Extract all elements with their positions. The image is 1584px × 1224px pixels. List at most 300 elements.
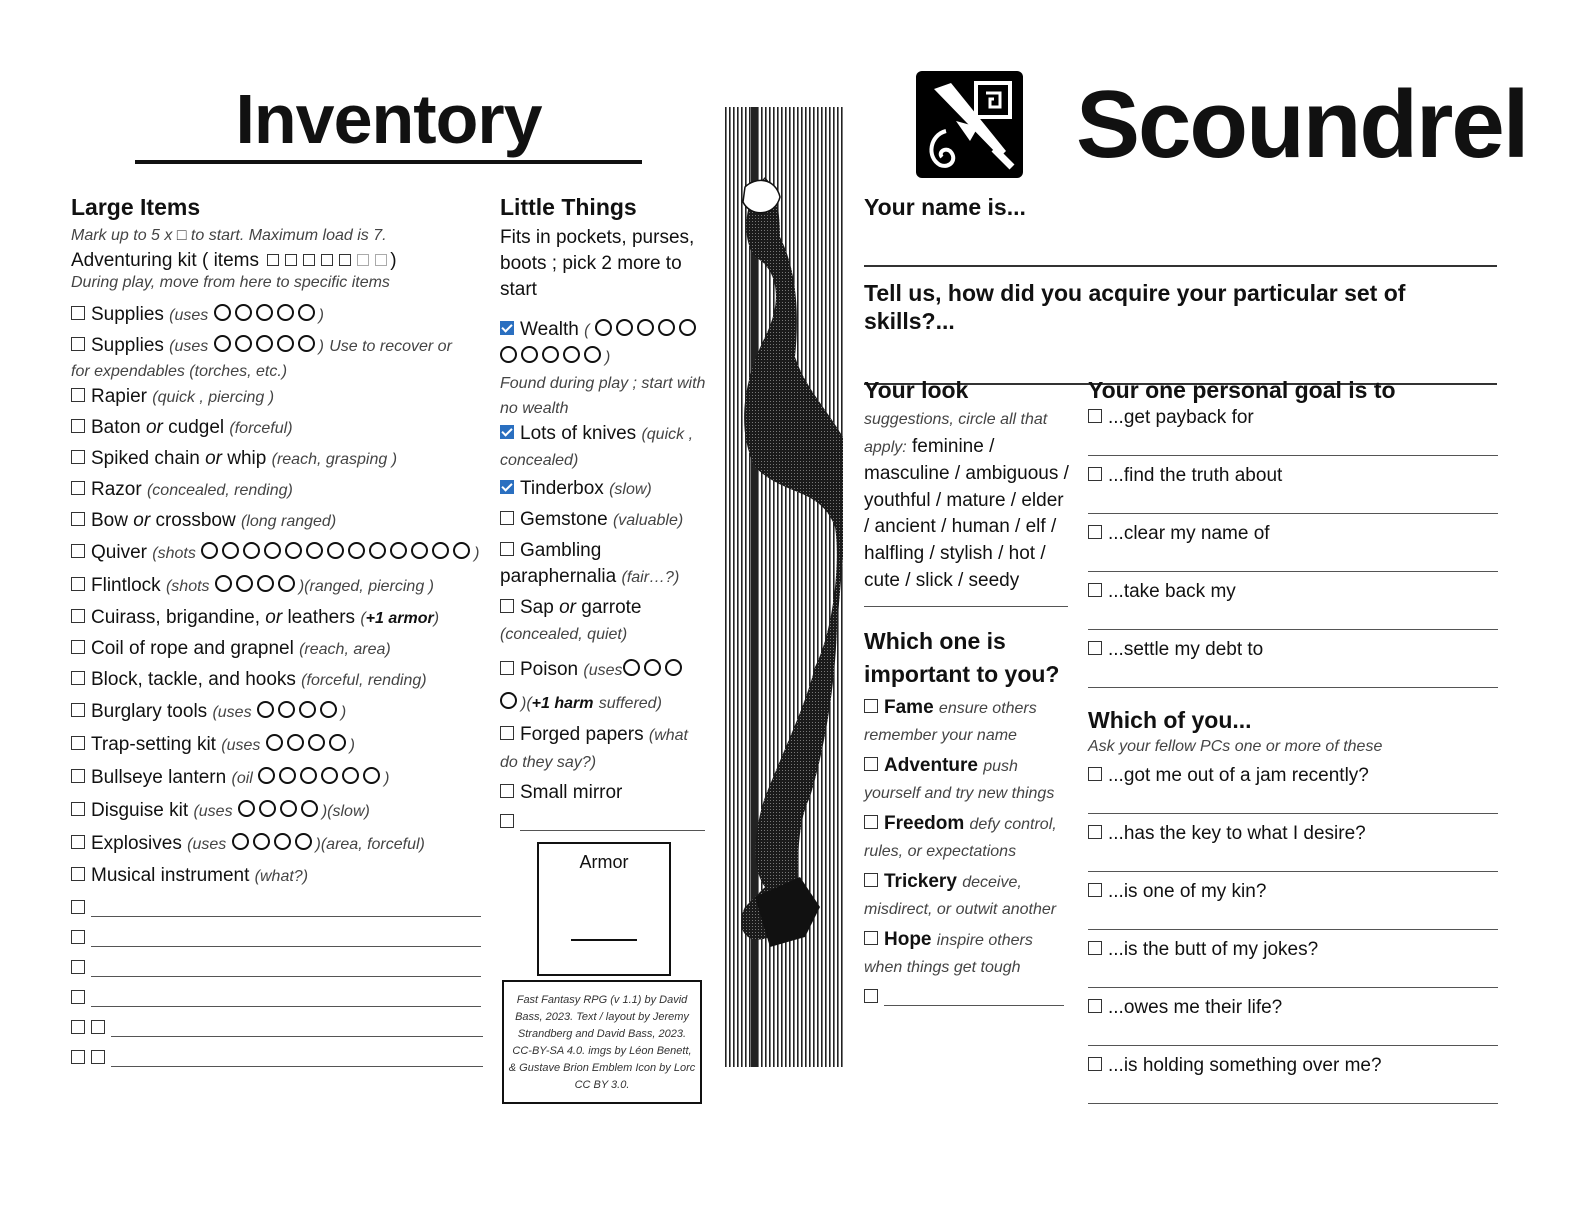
- item-label: Baton: [91, 417, 141, 438]
- forged-checkbox[interactable]: [500, 726, 514, 740]
- gemstone-note: (valuable): [612, 512, 684, 529]
- item-checkbox[interactable]: [71, 835, 85, 849]
- adventuring-kit-row: [71, 248, 486, 274]
- look-heading: Your look: [864, 377, 969, 403]
- item-post: ): [340, 704, 347, 721]
- use-circle[interactable]: [259, 800, 276, 817]
- item-pre: (uses: [187, 836, 227, 853]
- poison-post: )(: [521, 695, 532, 712]
- use-circle[interactable]: [432, 542, 449, 559]
- item-checkbox[interactable]: [71, 960, 85, 974]
- little-blank-row: [500, 810, 710, 836]
- goal-checkbox[interactable]: [1088, 409, 1102, 423]
- write-in-line[interactable]: [91, 946, 481, 947]
- which-checkbox[interactable]: [1088, 883, 1102, 897]
- kit-checkbox[interactable]: [375, 254, 387, 266]
- important-checkbox[interactable]: [864, 931, 878, 945]
- use-circle[interactable]: [266, 734, 283, 751]
- write-in-line[interactable]: [91, 976, 481, 977]
- item-note: (reach, grasping ): [271, 451, 398, 468]
- use-circle[interactable]: [280, 800, 297, 817]
- gemstone-checkbox[interactable]: [500, 511, 514, 525]
- important-checkbox[interactable]: [864, 757, 878, 771]
- item-label: Block, tackle, and hooks: [91, 669, 296, 690]
- look-line[interactable]: [864, 606, 1068, 607]
- large-item-row: [71, 444, 486, 475]
- use-circle[interactable]: [235, 304, 252, 321]
- little-checkbox[interactable]: [500, 814, 514, 828]
- use-circle[interactable]: [215, 575, 232, 592]
- dagger-emblem-icon: [916, 71, 1023, 178]
- kit-close: ): [390, 250, 397, 271]
- use-circle[interactable]: [298, 335, 315, 352]
- armor-label: Armor: [579, 852, 629, 872]
- item-checkbox[interactable]: [71, 419, 85, 433]
- goal-item: [1088, 580, 1498, 604]
- item-checkbox[interactable]: [71, 481, 85, 495]
- adventuring-kit-hint: During play, move from here to specific items: [71, 274, 390, 291]
- supplies-hint-cont: for expendables (torches, etc.): [71, 363, 288, 380]
- use-circle[interactable]: [278, 701, 295, 718]
- important-blank-row: [864, 985, 1069, 1011]
- use-circle[interactable]: [256, 335, 273, 352]
- use-circle[interactable]: [369, 542, 386, 559]
- item-checkbox[interactable]: [71, 544, 85, 558]
- use-circle[interactable]: [327, 542, 344, 559]
- item-label: Supplies: [91, 335, 164, 356]
- item-checkbox[interactable]: [71, 1020, 85, 1034]
- large-item-row: [71, 861, 486, 892]
- which-item: [1088, 822, 1498, 846]
- sap-or: or: [559, 597, 576, 618]
- goal-list: [1088, 406, 1498, 688]
- sap-label: Sap: [520, 597, 554, 618]
- use-circle[interactable]: [235, 335, 252, 352]
- poison-circle[interactable]: [623, 659, 640, 676]
- item-checkbox[interactable]: [71, 512, 85, 526]
- item-checkbox[interactable]: [71, 450, 85, 464]
- item-checkbox[interactable]: [91, 1050, 105, 1064]
- use-circle[interactable]: [348, 542, 365, 559]
- forged-note: (what do they say?): [500, 727, 688, 771]
- use-circle[interactable]: [277, 335, 294, 352]
- wealth-label: Wealth: [520, 319, 579, 340]
- which-item: [1088, 938, 1498, 962]
- large-item-row: [71, 413, 486, 444]
- item-label: Coil of rope and grapnel: [91, 638, 294, 659]
- item-note: (concealed, rending): [146, 482, 293, 499]
- which-label: ...is one of my kin?: [1108, 881, 1267, 902]
- goal-line[interactable]: [1088, 686, 1498, 688]
- use-circle[interactable]: [320, 701, 337, 718]
- goal-label: ...take back my: [1108, 581, 1236, 602]
- blank-item-row: [71, 984, 486, 1014]
- important-name: Trickery: [884, 871, 957, 893]
- important-checkbox[interactable]: [864, 989, 878, 1003]
- goal-checkbox[interactable]: [1088, 467, 1102, 481]
- use-circle[interactable]: [453, 542, 470, 559]
- armor-value-line[interactable]: [571, 939, 637, 941]
- gemstone-row: [500, 507, 710, 534]
- use-circle[interactable]: [201, 542, 218, 559]
- which-item: [1088, 1054, 1498, 1078]
- use-circle[interactable]: [298, 304, 315, 321]
- item-pre: (shots: [152, 545, 196, 562]
- which-checkbox[interactable]: [1088, 999, 1102, 1013]
- which-checkbox[interactable]: [1088, 767, 1102, 781]
- use-circle[interactable]: [411, 542, 428, 559]
- item-checkbox[interactable]: [71, 671, 85, 685]
- important-name: Fame: [884, 697, 934, 719]
- important-desc: defy control, rules, or expectations: [864, 816, 1057, 861]
- item-pre: (uses: [212, 704, 252, 721]
- use-circle[interactable]: [214, 335, 231, 352]
- large-item-row: [71, 506, 486, 537]
- important-checkbox[interactable]: [864, 699, 878, 713]
- item-checkbox[interactable]: [71, 867, 85, 881]
- item-note: (long ranged): [240, 513, 337, 530]
- which-line[interactable]: [1088, 928, 1498, 930]
- important-item: [864, 695, 1069, 749]
- large-item-row: [71, 475, 486, 506]
- wealth-circle[interactable]: [563, 346, 580, 363]
- important-name: Hope: [884, 929, 932, 951]
- which-label: ...owes me their life?: [1108, 997, 1283, 1018]
- important-item: [864, 753, 1069, 807]
- which-line[interactable]: [1088, 870, 1498, 872]
- little-things-heading: Little Things: [500, 194, 637, 220]
- poison-circle[interactable]: [665, 659, 682, 676]
- use-circle[interactable]: [257, 701, 274, 718]
- item-post: )(ranged, piercing ): [298, 578, 434, 595]
- write-in-line[interactable]: [520, 830, 705, 831]
- blank-item-row: [71, 1014, 486, 1044]
- goal-line[interactable]: [1088, 628, 1498, 630]
- write-in-line[interactable]: [91, 916, 481, 917]
- item-label: Bullseye lantern: [91, 767, 227, 788]
- large-item-row: [71, 729, 486, 762]
- item-or: or: [265, 607, 283, 628]
- wealth-circle[interactable]: [595, 319, 612, 336]
- which-item: [1088, 880, 1498, 904]
- item-checkbox[interactable]: [71, 577, 85, 591]
- use-circle[interactable]: [299, 701, 316, 718]
- item-label: Cuirass, brigandine,: [91, 607, 260, 628]
- goal-line[interactable]: [1088, 454, 1498, 456]
- item-checkbox[interactable]: [71, 640, 85, 654]
- which-line[interactable]: [1088, 986, 1498, 988]
- large-items-hint: Mark up to 5 x □ to start. Maximum load is 7.: [71, 227, 387, 244]
- which-label: ...is the butt of my jokes?: [1108, 939, 1319, 960]
- item-checkbox[interactable]: [71, 900, 85, 914]
- item-label: Burglary tools: [91, 701, 208, 722]
- write-in-line[interactable]: [91, 1006, 481, 1007]
- knives-checkbox[interactable]: [500, 425, 514, 439]
- goal-item: [1088, 406, 1498, 430]
- poison-circle[interactable]: [500, 692, 517, 709]
- which-item: [1088, 996, 1498, 1020]
- use-circle[interactable]: [363, 767, 380, 784]
- look-section: [864, 376, 1069, 1011]
- item-note: (: [360, 610, 366, 627]
- blank-item-row: [71, 924, 486, 954]
- use-circle[interactable]: [257, 575, 274, 592]
- use-circle[interactable]: [300, 767, 317, 784]
- poison-row: [500, 654, 710, 720]
- item-note-end: ): [433, 610, 440, 627]
- look-options-text: feminine / masculine / ambiguous / youthful / mature / elder / ancient / human / elf / halfling / stylish / hot / cute / slick / seedy: [864, 435, 1069, 591]
- adventuring-kit-label: Adventuring kit ( items: [71, 250, 259, 271]
- important-item: [864, 811, 1069, 865]
- item-post: ): [474, 545, 480, 562]
- wealth-hint: Found during play ; start with no wealth: [500, 375, 706, 417]
- goal-heading: Your one personal goal is to: [1088, 377, 1396, 403]
- item-post: )(area, forceful): [315, 836, 425, 853]
- use-circle[interactable]: [274, 833, 291, 850]
- which-checkbox[interactable]: [1088, 825, 1102, 839]
- armor-box: [537, 842, 671, 976]
- kit-checkbox[interactable]: [339, 254, 351, 266]
- item-pre: (oil: [231, 770, 253, 787]
- use-circle[interactable]: [285, 542, 302, 559]
- item-checkbox[interactable]: [91, 1020, 105, 1034]
- important-desc: push yourself and try new things: [864, 758, 1055, 803]
- use-circle[interactable]: [222, 542, 239, 559]
- use-circle[interactable]: [253, 833, 270, 850]
- item-label-alt: crossbow: [155, 510, 236, 531]
- write-in-line[interactable]: [111, 1066, 483, 1067]
- item-or: or: [133, 510, 151, 531]
- write-in-line[interactable]: [111, 1036, 483, 1037]
- important-list: [864, 695, 1069, 981]
- mirror-label: Small mirror: [520, 782, 623, 803]
- item-or: or: [145, 417, 163, 438]
- garrote-label: garrote: [581, 597, 642, 618]
- item-post: ): [318, 307, 324, 324]
- use-circle[interactable]: [256, 304, 273, 321]
- important-name: Adventure: [884, 755, 978, 777]
- item-note: (quick , piercing ): [152, 389, 275, 406]
- which-line[interactable]: [1088, 1102, 1498, 1104]
- large-item-row: [71, 665, 486, 696]
- poison-checkbox[interactable]: [500, 661, 514, 675]
- use-circle[interactable]: [258, 767, 275, 784]
- climber-engraving: [725, 107, 843, 1067]
- large-item-row: [71, 537, 486, 570]
- tinderbox-checkbox[interactable]: [500, 480, 514, 494]
- wealth-circle[interactable]: [637, 319, 654, 336]
- goal-checkbox[interactable]: [1088, 583, 1102, 597]
- look-options: [864, 406, 1069, 594]
- goal-item: [1088, 638, 1498, 662]
- knives-row: [500, 421, 710, 473]
- goal-label: ...find the truth about: [1108, 465, 1283, 486]
- item-checkbox[interactable]: [71, 930, 85, 944]
- use-circle[interactable]: [264, 542, 281, 559]
- use-circle[interactable]: [278, 575, 295, 592]
- gemstone-label: Gemstone: [520, 509, 608, 530]
- goal-line[interactable]: [1088, 512, 1498, 514]
- item-pre: (uses: [221, 737, 261, 754]
- wealth-circle[interactable]: [616, 319, 633, 336]
- which-checkbox[interactable]: [1088, 1057, 1102, 1071]
- kit-checkbox[interactable]: [357, 254, 369, 266]
- large-items-section: [71, 193, 486, 1074]
- item-checkbox[interactable]: [71, 769, 85, 783]
- item-checkbox[interactable]: [71, 306, 85, 320]
- large-item-row: [71, 828, 486, 861]
- large-item-row: [71, 300, 486, 331]
- item-pre: (shots: [165, 578, 210, 595]
- goal-item: [1088, 464, 1498, 488]
- item-label-alt: cudgel: [168, 417, 225, 438]
- which-line[interactable]: [1088, 812, 1498, 814]
- skills-prompt: Tell us, how did you acquire your particular set of skills?...: [864, 280, 1406, 334]
- name-prompt: Your name is...: [864, 194, 1026, 220]
- item-label: Spiked chain: [91, 448, 200, 469]
- blank-item-row: [71, 954, 486, 984]
- use-circle[interactable]: [243, 542, 260, 559]
- item-label: Flintlock: [91, 575, 161, 596]
- use-circle[interactable]: [306, 542, 323, 559]
- use-circle[interactable]: [321, 767, 338, 784]
- item-checkbox[interactable]: [71, 703, 85, 717]
- sap-checkbox[interactable]: [500, 599, 514, 613]
- goal-line[interactable]: [1088, 570, 1498, 572]
- kit-checkbox[interactable]: [303, 254, 315, 266]
- use-circle[interactable]: [308, 734, 325, 751]
- wealth-circle[interactable]: [542, 346, 559, 363]
- poison-pre: (uses: [583, 662, 623, 679]
- item-or: or: [205, 448, 222, 469]
- sap-note: (concealed, quiet): [500, 626, 628, 643]
- important-item: [864, 927, 1069, 981]
- which-line[interactable]: [1088, 1044, 1498, 1046]
- goal-checkbox[interactable]: [1088, 525, 1102, 539]
- wealth-circle[interactable]: [584, 346, 601, 363]
- important-desc: deceive, misdirect, or outwit another: [864, 874, 1057, 919]
- use-circle[interactable]: [390, 542, 407, 559]
- use-circle[interactable]: [301, 800, 318, 817]
- large-item-row: [71, 762, 486, 795]
- poison-note: suffered): [598, 695, 662, 712]
- poison-harm: +1 harm: [531, 695, 594, 712]
- knives-note: (quick , concealed): [500, 426, 694, 469]
- important-item: [864, 869, 1069, 923]
- name-line[interactable]: [864, 265, 1497, 267]
- mirror-row: [500, 780, 710, 806]
- item-post: ): [349, 737, 355, 754]
- gambling-row: [500, 538, 710, 591]
- important-checkbox[interactable]: [864, 815, 878, 829]
- mirror-checkbox[interactable]: [500, 784, 514, 798]
- large-items-heading: Large Items: [71, 194, 201, 220]
- item-checkbox[interactable]: [71, 736, 85, 750]
- item-checkbox[interactable]: [71, 337, 85, 351]
- wealth-circle[interactable]: [521, 346, 538, 363]
- sap-row: [500, 595, 710, 648]
- use-circle[interactable]: [329, 734, 346, 751]
- use-circle[interactable]: [277, 304, 294, 321]
- which-list: [1088, 764, 1498, 1104]
- use-circle[interactable]: [236, 575, 253, 592]
- use-circle[interactable]: [295, 833, 312, 850]
- wealth-checkbox[interactable]: [500, 321, 514, 335]
- item-checkbox[interactable]: [71, 609, 85, 623]
- which-hint: Ask your fellow PCs one or more of these: [1088, 738, 1383, 755]
- item-checkbox[interactable]: [71, 388, 85, 402]
- which-heading: Which of you...: [1088, 707, 1252, 733]
- large-item-row: [71, 603, 486, 634]
- important-desc: inspire others when things get tough: [864, 932, 1033, 977]
- emblem-svg: [916, 71, 1023, 178]
- little-things-section: [500, 193, 710, 836]
- wealth-circle[interactable]: [500, 346, 517, 363]
- kit-checkbox[interactable]: [321, 254, 333, 266]
- item-checkbox[interactable]: [71, 990, 85, 1004]
- item-pre: (uses: [169, 307, 209, 324]
- use-circle[interactable]: [232, 833, 249, 850]
- knives-label: Lots of knives: [520, 423, 637, 444]
- large-item-row: [71, 696, 486, 729]
- item-checkbox[interactable]: [71, 802, 85, 816]
- item-note: (what?): [254, 868, 309, 885]
- goal-checkbox[interactable]: [1088, 641, 1102, 655]
- wealth-circle[interactable]: [679, 319, 696, 336]
- blank-item-row: [71, 894, 486, 924]
- goal-label: ...get payback for: [1108, 407, 1254, 428]
- use-circle[interactable]: [342, 767, 359, 784]
- item-post: ): [384, 770, 390, 787]
- item-label-alt: whip: [227, 448, 267, 469]
- blank-item-row: [71, 1044, 486, 1074]
- large-item-row: [71, 382, 486, 413]
- large-item-row: [71, 331, 486, 362]
- large-items-list: [71, 300, 486, 892]
- kit-checkbox[interactable]: [267, 254, 279, 266]
- item-checkbox[interactable]: [71, 1050, 85, 1064]
- large-item-row: [71, 634, 486, 665]
- which-label: ...got me out of a jam recently?: [1108, 765, 1369, 786]
- use-circle[interactable]: [279, 767, 296, 784]
- little-things-intro: Fits in pockets, purses, boots ; pick 2 more to start: [500, 227, 695, 300]
- kit-checkbox[interactable]: [285, 254, 297, 266]
- item-pre: (uses: [193, 803, 233, 820]
- important-checkbox[interactable]: [864, 873, 878, 887]
- item-label: Quiver: [91, 542, 147, 563]
- gambling-checkbox[interactable]: [500, 542, 514, 556]
- item-label: Rapier: [91, 386, 147, 407]
- wealth-circle[interactable]: [658, 319, 675, 336]
- poison-circle[interactable]: [644, 659, 661, 676]
- important-name: Freedom: [884, 813, 965, 835]
- item-label-alt: leathers: [287, 607, 356, 628]
- goal-label: ...clear my name of: [1108, 523, 1270, 544]
- item-note: Use to recover or: [329, 338, 452, 355]
- which-checkbox[interactable]: [1088, 941, 1102, 955]
- item-note: (reach, area): [299, 641, 391, 658]
- gambling-label: Gambling paraphernalia: [500, 540, 617, 587]
- item-label: Disguise kit: [91, 800, 189, 821]
- tinderbox-note: (slow): [609, 481, 652, 498]
- write-in-line[interactable]: [884, 1005, 1064, 1006]
- use-circle[interactable]: [214, 304, 231, 321]
- important-desc: ensure others remember your name: [864, 700, 1037, 745]
- item-label: Musical instrument: [91, 865, 250, 886]
- use-circle[interactable]: [238, 800, 255, 817]
- use-circle[interactable]: [287, 734, 304, 751]
- engraving-illustration: [725, 107, 843, 1067]
